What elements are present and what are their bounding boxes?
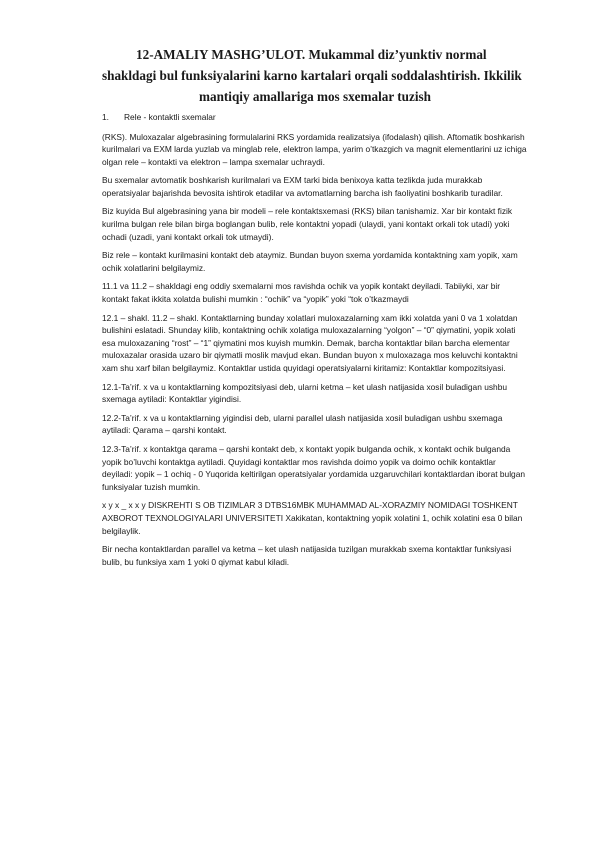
paragraph-1: (RKS). Muloxazalar algebrasining formulalarini RKS yordamida realizatsiya (ifodalash) qilish. Aftomatik boshkarish kurilmalari va EXM larda yuzlab va minglab rele, elektron lampa, yarim o’tkazgich va magnit elementlarini uz ichiga olgan rele – kontakti va elektron – lampa sxemalar uchraydi. bbox=[102, 131, 527, 167]
paragraph-4: Biz rele – kontakt kurilmasini kontakt deb ataymiz. Bundan buyon sxema yordamida kontaktning xam yopik, xam ochik xolatlarini belgilaymiz. bbox=[102, 250, 518, 273]
paragraph-9: 12.3-Ta’rif. x kontaktga qarama – qarshi kontakt deb, x kontakt yopik bulganda ochik, x kontakt ochik bulganda yopik bo’luvchi kontaktga aytiladi. Quyidagi kontaktlar mos ravishda doimo yopik va doimo ochik kontaktlar deyiladi: yopik – 1 ochiq - 0 Yuqorida keltirilgan operatsiyalar yordamida uzgaruvchilari kontaktlardan iborat bulgan funksiyalar tuzish mumkin. bbox=[102, 443, 526, 492]
paragraph-11: Bir necha kontaktlardan parallel va ketma – ket ulash natijasida tuzilgan murakkab sxema kontaktlar funksiyasi bulib, bu funksiya xam 1 yoki 0 qiymat kabul kiladi. bbox=[102, 544, 512, 567]
paragraph-6: 12.1 – shakl. 11.2 – shakl. Kontaktlarning bunday xolatlari muloxazalarning xam ikki xolatda yani 0 va 1 xolatdan bulishini eslatadi. Shunday kilib, kontaktning ochik xolatiga muloxazalarning “yolgon” – “0” qiymatini, yopik xolati esa muloxazaning “rost” – “1” qiymatini mos kuyish mumkin. Demak, barcha kontaktlar bilan barcha elementar muloxazalar orasida uzaro bir qiymatli moslik mavjud ekan. Bundan buyon x muloxazaga mos keluvchi kontaktni xam shu xarf bilan belgilaymiz. Kontaktlar ustida quyidagi operatsiyalarni kiritamiz: Kontaktlar kompozitsiyasi. bbox=[102, 312, 518, 373]
paragraph-8: 12.2-Ta’rif. x va u kontaktlarning yigindisi deb, ularni parallel ulash natijasida xosil buladigan ushbu sxemaga aytiladi: Qarama – qarshi kontakt. bbox=[102, 412, 503, 436]
title-line-1: 12-AMALIY MASHG’ULOT. Mukammal diz’yunktiv normal bbox=[136, 47, 487, 62]
title-line-2: shakldagi bul funksiyalarini karno kartalari orqali soddalashtirish. Ikkilik bbox=[102, 68, 522, 83]
list-text: Rele - kontaktli sxemalar bbox=[124, 112, 216, 122]
paragraph-3: Biz kuyida Bul algebrasining yana bir modeli – rele kontaktsxemasi (RKS) bilan tanishamiz. Xar bir kontakt fizik kurilma bulgan rele bilan birga boglangan bulib, rele kontaktni yopadi (ulaydi, yani kontakt orkali tok utadi) yoki ochadi (uzadi, yani kontakt orkali tok utmaydi). bbox=[102, 206, 513, 242]
list-number: 1. bbox=[102, 112, 109, 122]
paragraph-2: Bu sxemalar avtomatik boshkarish kurilmalari va EXM tarki bida benixoya katta tezlikda juda murakkab operatsiyalar bajarishda bevosita ishtirok etadilar va avtomatlarning barcha ish faoliyatini boshkarib turadilar. bbox=[102, 175, 503, 198]
title-line-3: mantiqiy amallariga mos sxemalar tuzish bbox=[199, 89, 431, 104]
paragraph-5: 11.1 va 11.2 – shakldagi eng oddiy sxemalarni mos ravishda ochik va yopik kontakt deyiladi. Tabiiyki, xar bir kontakt fakat ikkita xolatda bulishi mumkin : “ochik” va “yopik” yoki “tok o’tkazmaydi bbox=[102, 281, 501, 305]
numbered-list-item bbox=[102, 111, 528, 124]
paragraph-7: 12.1-Ta’rif. x va u kontaktlarning kompozitsiyasi deb, ularni ketma – ket ulash natijasida xosil buladigan ushbu sxemaga aytiladi: Kontaktlar yigindisi. bbox=[102, 381, 508, 405]
paragraph-10: x y x _ x x y DISKREHTI S OB TIZIMLAR 3 DTBS16MBK MUHAMMAD AL-XORAZMIY NOMIDAGI TOSHKENT AXBOROT TEXNOLOGIYALARI UNIVERSITETI Xakikatan, kontaktning yopik xolatini 1, ochik xolatini esa 0 bilan belgilaylik. bbox=[102, 500, 523, 536]
document-title bbox=[102, 44, 528, 107]
